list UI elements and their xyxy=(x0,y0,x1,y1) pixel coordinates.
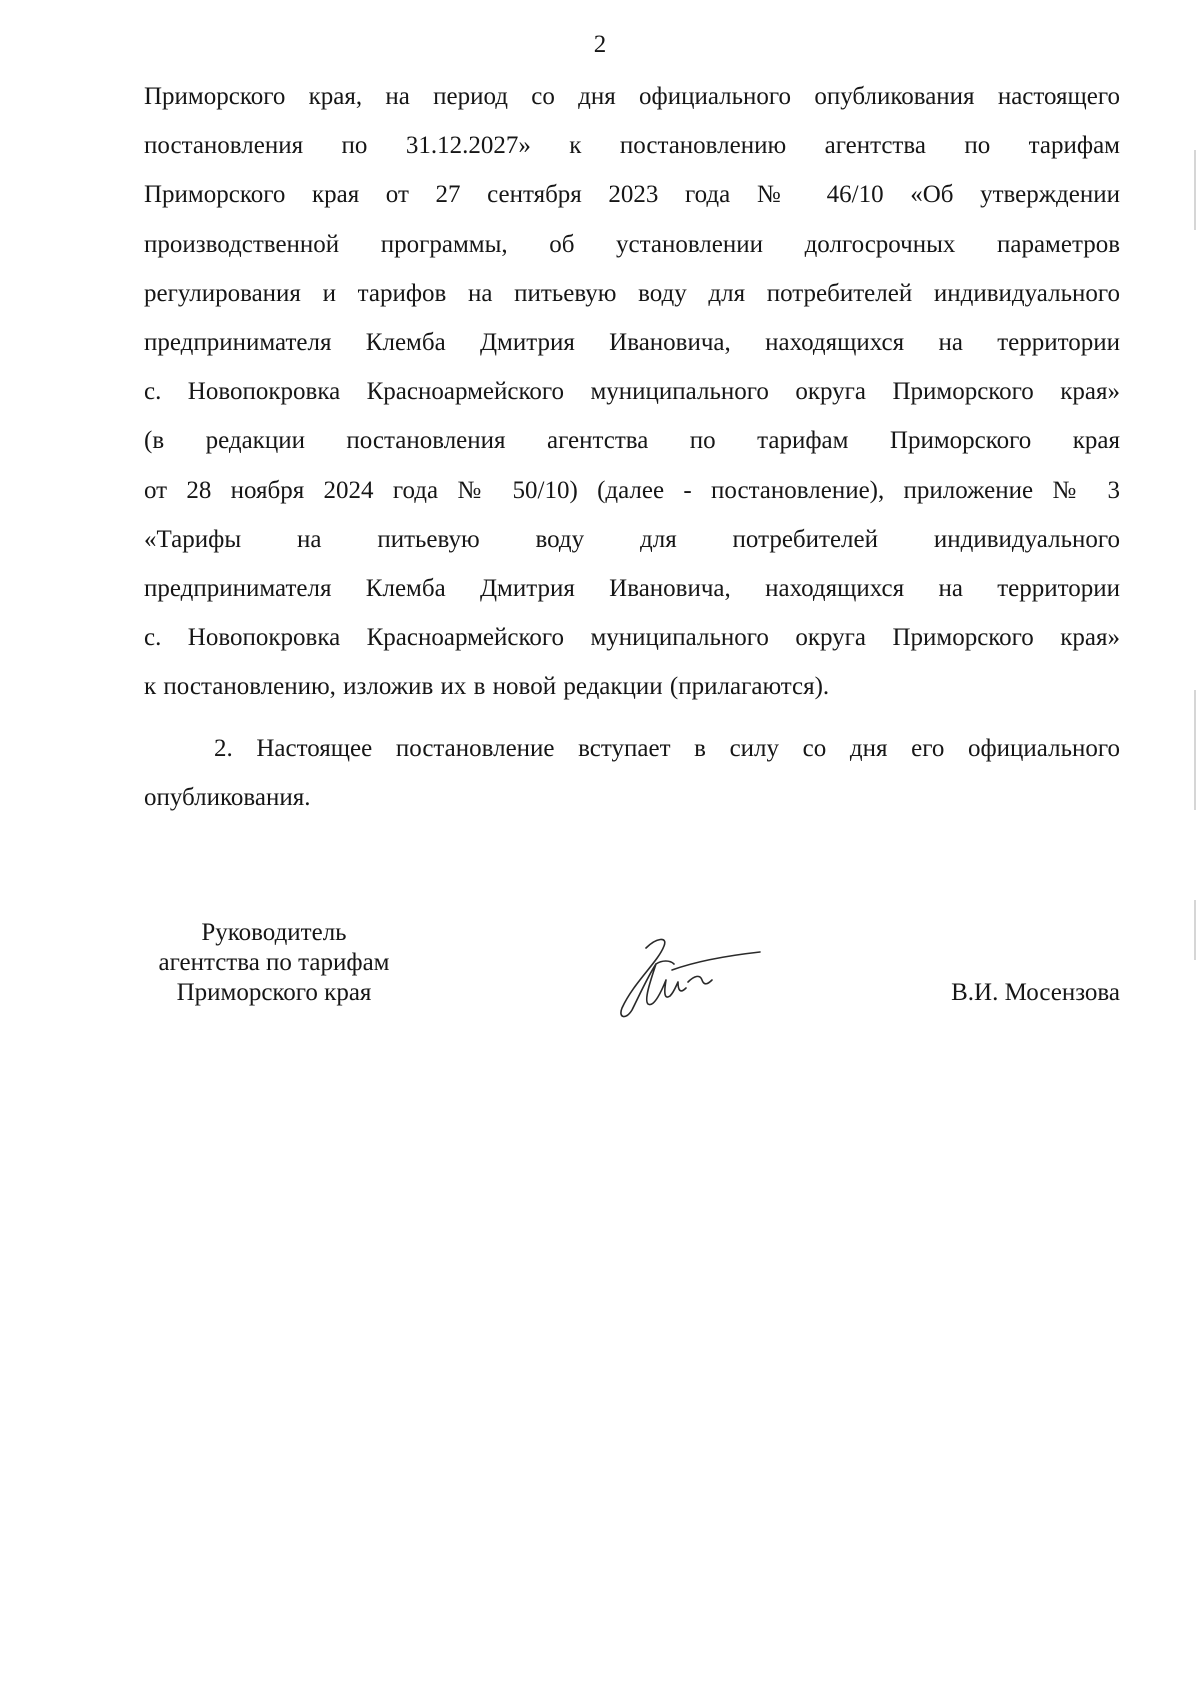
text-line: опубликования. xyxy=(144,784,311,812)
text-line: 2. Настоящее постановление вступает в силу со дня его официального xyxy=(214,735,1120,762)
text-line: предпринимателя Клемба Дмитрия Ивановича, находящихся на территории xyxy=(144,575,1120,603)
text-line: «Тарифы на питьевую воду для потребителей индивидуального xyxy=(144,525,1120,553)
signatory-title-line: Руководитель xyxy=(201,919,347,946)
text-line: к постановлению, изложив их в новой редакции (прилагаются). xyxy=(144,673,830,701)
text-line: Приморского края, на период со дня официального опубликования настоящего xyxy=(144,83,1120,110)
signatory-name: В.И. Мосензова xyxy=(951,979,1120,1006)
text-line: с. Новопокровка Красноармейского муниципального округа Приморского края» xyxy=(144,624,1120,652)
signatory-title-line: Приморского края xyxy=(176,979,372,1006)
text-line: (в редакции постановления агентства по тарифам Приморского края xyxy=(144,427,1120,455)
page-number: 2 xyxy=(593,31,607,58)
text-line: регулирования и тарифов на питьевую воду для потребителей индивидуального xyxy=(144,279,1120,307)
text-line: с. Новопокровка Красноармейского муниципального округа Приморского края» xyxy=(144,378,1120,406)
scan-edge-mark xyxy=(1194,690,1196,810)
scan-edge-mark xyxy=(1194,150,1196,230)
signatory-title xyxy=(144,918,404,1008)
text-line: предпринимателя Клемба Дмитрия Ивановича, находящихся на территории xyxy=(144,329,1120,357)
handwritten-signature-icon xyxy=(604,930,764,1030)
text-line: Приморского края от 27 сентября 2023 года № 46/10 «Об утверждении xyxy=(144,181,1120,209)
text-line: постановления по 31.12.2027» к постановлению агентства по тарифам xyxy=(144,132,1120,160)
text-line: от 28 ноября 2024 года № 50/10) (далее - постановление), приложение № 3 xyxy=(144,476,1120,504)
paragraph-2 xyxy=(144,724,1120,822)
text-line: производственной программы, об установлении долгосрочных параметров xyxy=(144,230,1120,258)
paragraph-1 xyxy=(144,72,1120,712)
signatory-title-line: агентства по тарифам xyxy=(158,949,390,976)
scan-edge-mark xyxy=(1194,900,1196,960)
signature-block xyxy=(144,918,1120,1028)
